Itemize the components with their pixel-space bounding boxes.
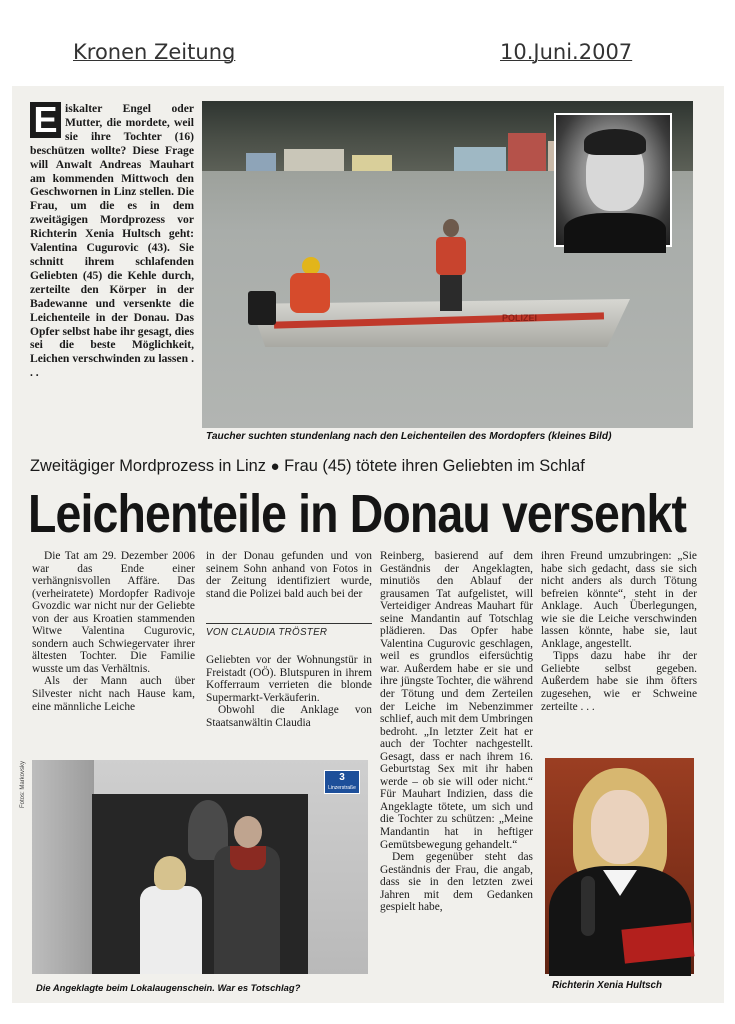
judge-photo — [545, 758, 694, 974]
photo1-caption: Taucher suchten stundenlang nach den Leichenteilen des Mordopfers (kleines Bild) — [206, 431, 612, 442]
paragraph: Die Tat am 29. Dezember 2006 war das Ende einer verhängnisvollen Affäre. Das (verheiratete) Mordopfer Radivoje Gvozdic war nicht nur der Geliebte von der aus Kroatien stammenden Witwe Valentina Cugurovic, sondern auch Schwiegervater ihrer ältesten Tochter. Die Familie wusste um das Verhältnis. — [32, 550, 195, 675]
article-column-2-bottom — [206, 654, 372, 749]
article-column-1 — [32, 550, 195, 750]
building-wall — [32, 760, 94, 974]
shore-house — [352, 155, 392, 171]
publication-date: 10.Juni.2007 — [500, 40, 633, 64]
shore-house — [246, 153, 276, 171]
headline: Leichenteile in Donau versenkt — [28, 484, 687, 544]
article-column-4 — [541, 550, 697, 746]
shore-house — [284, 149, 344, 171]
author-byline: VON CLAUDIA TRÖSTER — [206, 623, 372, 638]
river-boat-photo — [202, 101, 693, 428]
publication-name: Kronen Zeitung — [73, 40, 236, 64]
portrait-hair — [584, 129, 646, 155]
seated-officer — [290, 257, 330, 313]
paragraph: Tipps dazu habe ihr der Geliebte selbst gegeben. Außerdem habe sie ihm öfters zugesehen, wie er Schweine zerteilte . . . — [541, 650, 697, 713]
subheadline-left: Zweitägiger Mordprozess in Linz — [30, 457, 266, 475]
paragraph: in der Donau gefunden und von seinem Sohn anhand von Fotos in der Zeitung identifiziert wurde, stand die Polizei bald auch bei der — [206, 550, 372, 600]
escorting-man — [212, 816, 282, 974]
article-column-3 — [380, 550, 533, 990]
street-sign — [324, 770, 360, 794]
paragraph: Obwohl die Anklage von Staatsanwältin Claudia — [206, 704, 372, 729]
standing-officer — [434, 219, 468, 311]
portrait-body — [564, 213, 666, 253]
subheadline-right: Frau (45) tötete ihren Geliebten im Schlaf — [284, 457, 585, 475]
subheadline — [30, 457, 585, 476]
boat-label: POLIZEI — [502, 313, 538, 323]
article-column-2-top — [206, 550, 372, 616]
shore-house — [454, 147, 506, 171]
case-folder — [621, 922, 694, 963]
street-sign-name: Linzerstraße — [328, 785, 356, 791]
site-inspection-photo — [32, 760, 368, 974]
photo-credit: Fotos: Markovsky — [20, 760, 26, 808]
victim-portrait-inset — [554, 113, 672, 247]
accused-woman — [140, 856, 202, 974]
paragraph: Geliebten vor der Wohnungstür in Freistadt (OÖ). Blutspuren in ihrem Kofferraum verrieten die blonde Supermarkt-Verkäuferin. — [206, 654, 372, 704]
street-sign-number: 3 — [339, 772, 345, 783]
paragraph: Dem gegenüber steht das Geständnis der Frau, die angab, dass sie in den letzten zwei Jahren mit dem Gedanken gespielt habe, — [380, 851, 533, 914]
paragraph: Reinberg, basierend auf dem Geständnis der Angeklagten, minutiös den Ablauf der grausamen Tat aufgelistet, will Verteidiger Andreas Mauhart für seine Mandantin auf Totschlag plädieren. Das Opfer habe Valentina Cugurovic geschlagen, weil es grundlos eifersüchtig war. Außerdem habe er sie und ihre jüngste Tochter, die während der Tötung und dem Zerteilen der Leiche im Nebenzimmer schlief, auch mit dem Umbringen bedroht. „In letzter Zeit hat er auch der Tochter nachgestellt. Gesagt, dass er nach ihrem 16. Geburtstag Sex mit ihr haben werde – ob sie will oder nicht.“ Für Mauhart Indizien, dass die Angeklagte tötete, um sich und die Tochter zu schützen: „Meine Mandantin hat in heftiger Gemütsbewegung gehandelt.“ — [380, 550, 533, 851]
microphone-icon — [581, 876, 595, 936]
intro-text: iskalter Engel oder Mutter, die mordete, weil sie ihre Tochter (16) beschützen wollte? Diese Frage will Anwalt Andreas Mauhart am kommenden Mittwoch den Geschwornen in Linz stellen. Die Frau, um die es in dem zweitägigen Mordprozess vor Richterin Xenia Hultsch geht: Valentina Cugurovic (43). Sie schnitt ihrem schlafenden Geliebten (45) die Kehle durch, zerteilte den Körper in der Badewanne und versenkte die Leichenteile in der Donau. Das Opfer selbst habe ihr gesagt, dies sei die beste Möglichkeit, Leichen verschwinden zu lassen . . . — [30, 102, 194, 380]
photo2-caption: Die Angeklagte beim Lokalaugenschein. War es Totschlag? — [36, 982, 301, 993]
shore-house — [508, 133, 546, 171]
bullet-icon: ● — [270, 458, 280, 475]
paragraph: ihren Freund umzubringen: „Sie habe sich gedacht, dass sie sich nicht anders als durch Tötung befreien könnte“, steht in der Anklage. Auch Überlegungen, wie sie die Leiche verschwinden lassen könnte, habe sie, laut Anklage, angestellt. — [541, 550, 697, 650]
intro-paragraph — [30, 99, 194, 448]
drop-cap: E — [30, 102, 61, 138]
paragraph: Als der Mann auch über Silvester nicht nach Hause kam, eine männliche Leiche — [32, 675, 195, 713]
photo3-caption: Richterin Xenia Hultsch — [552, 980, 662, 991]
boat-motor — [248, 291, 276, 325]
